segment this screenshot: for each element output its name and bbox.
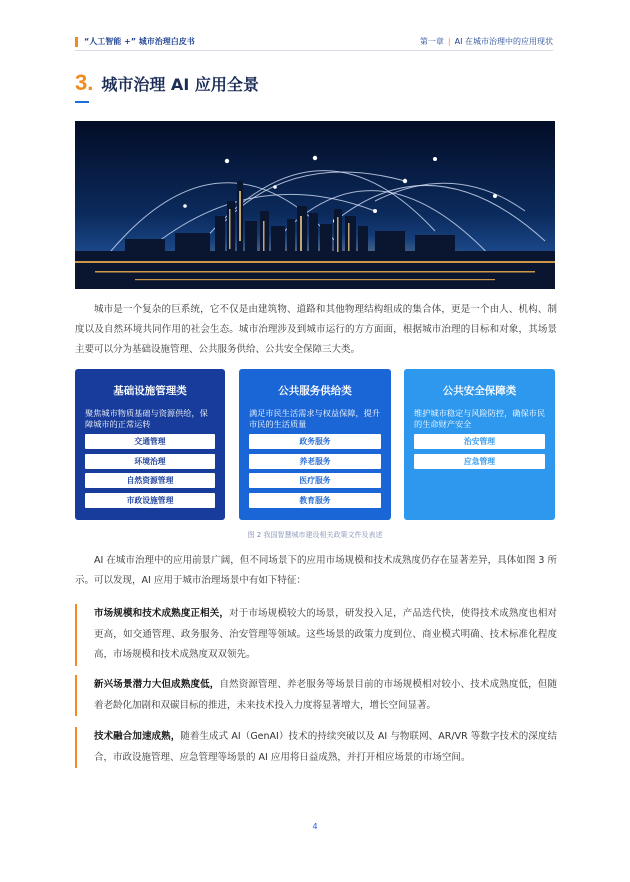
tag-municipal-facilities: 市政设施管理 (85, 493, 215, 508)
card-public-services (239, 369, 391, 520)
tag-public-security: 治安管理 (414, 434, 545, 449)
card-title: 公共服务供给类 (278, 385, 352, 397)
card-tag-list (414, 434, 545, 473)
city-skyline-illustration (75, 121, 555, 289)
header-accent-bar (75, 37, 78, 47)
section-title: 城市治理 AI 应用全景 (101, 75, 259, 94)
tag-education: 教育服务 (249, 493, 381, 508)
card-infrastructure (75, 369, 225, 520)
header-divider (75, 50, 553, 51)
feature-lead: 新兴场景潜力大但成熟度低， (94, 679, 220, 690)
analysis-paragraph: AI 在城市治理中的应用前景广阔，但不同场景下的应用市场规模和技术成熟度仍存在显著差异，具体如图 3 所示。可以发现，AI 应用于城市治理场景中有如下特征： (75, 555, 557, 586)
feature-text (94, 604, 557, 666)
card-description: 聚焦城市物质基础与资源供给，保障城市的正常运转 (85, 408, 208, 429)
feature-block-1 (75, 604, 557, 666)
category-cards (75, 369, 555, 520)
feature-text (94, 675, 557, 716)
card-tag-list (85, 434, 215, 512)
feature-lead: 市场规模和技术成熟度正相关， (94, 608, 230, 619)
card-public-safety (404, 369, 555, 520)
section-heading (75, 70, 259, 96)
feature-body: 对于市场规模较大的场景，研发投入足，产品迭代快，使得技术成熟度也相对更高，如交通管理、政务服务、治安管理等领域。这些场景的政策力度到位、商业模式明确、技术标准化程度高，市场规模和技术成熟度双双领先。 (94, 608, 557, 660)
header-doc-title: “人工智能 +” 城市治理白皮书 (84, 37, 195, 46)
card-description: 维护城市稳定与风险防控，确保市民的生命财产安全 (414, 408, 546, 429)
card-description: 满足市民生活需求与权益保障，提升市民的生活质量 (249, 408, 381, 429)
card-tag-list (249, 434, 381, 512)
tag-traffic: 交通管理 (85, 434, 215, 449)
tag-emergency: 应急管理 (414, 454, 545, 469)
figure-caption: 图 2 我国智慧城市建设相关政策文件及表述 (247, 531, 383, 539)
card-title: 公共安全保障类 (442, 385, 517, 397)
feature-body: 自然资源管理、养老服务等场景目前的市场规模相对较小、技术成熟度低，但随着老龄化加剧和双碳目标的推进，未来技术投入力度将显著增大，增长空间显著。 (94, 679, 557, 711)
section-underline (75, 101, 89, 103)
tag-medical: 医疗服务 (249, 473, 381, 488)
intro-paragraph: 城市是一个复杂的巨系统，它不仅是由建筑物、道路和其他物理结构组成的集合体，更是一个由人、机构、制度以及自然环境共同作用的社会生态。城市治理涉及到城市运行的方方面面，根据城市治理的目标和对象，其场景主要可以分为基础设施管理、公共服务供给、公共安全保障三大类。 (75, 304, 557, 355)
tag-government-services: 政务服务 (249, 434, 381, 449)
feature-block-2 (75, 675, 557, 716)
tag-natural-resources: 自然资源管理 (85, 473, 215, 488)
feature-text (94, 727, 557, 768)
section-number: 3. (75, 70, 94, 95)
header-separator: | (447, 37, 451, 46)
header-left (75, 36, 195, 47)
city-skyline-image (75, 121, 555, 289)
feature-lead: 技术融合加速成熟， (94, 731, 181, 742)
header-chapter: 第一章 (419, 37, 444, 46)
header-right (420, 36, 553, 47)
card-title: 基础设施管理类 (113, 385, 187, 397)
feature-body: 随着生成式 AI（GenAI）技术的持续突破以及 AI 与物联网、AR/VR 等数字技术的深度结合，市政设施管理、应急管理等场景的 AI 应用将日益成熟，并打开相应场景的市场空间。 (94, 731, 557, 763)
tag-elderly-care: 养老服务 (249, 454, 381, 469)
header-chapter-title: AI 在城市治理中的应用现状 (454, 37, 553, 46)
feature-block-3 (75, 727, 557, 768)
page-number: 4 (312, 822, 318, 831)
tag-environment: 环境治理 (85, 454, 215, 469)
